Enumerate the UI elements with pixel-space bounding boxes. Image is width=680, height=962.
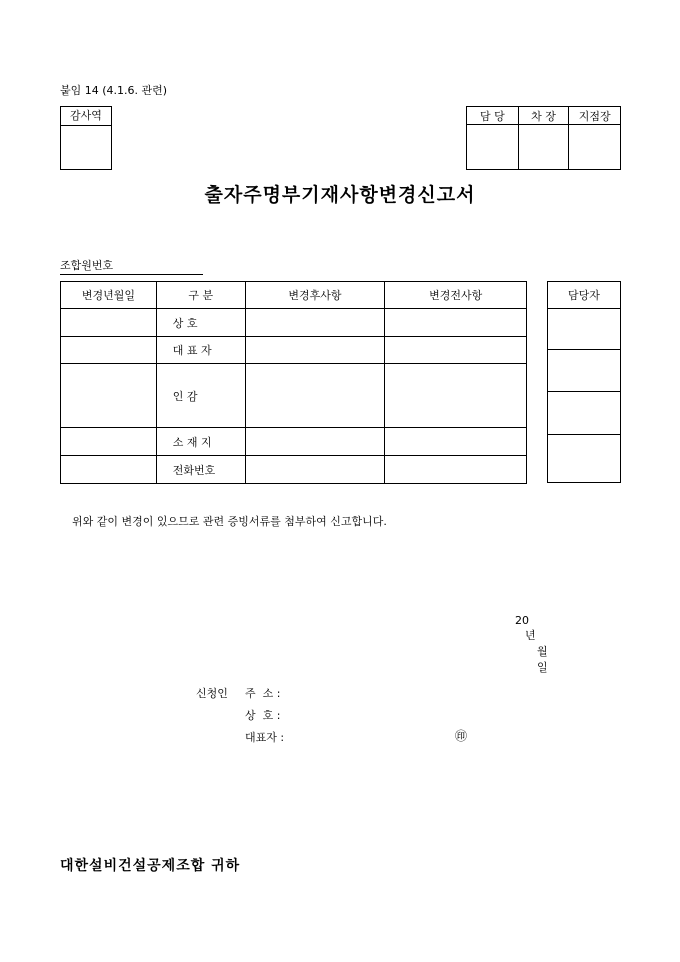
form-reference: 붙임 14 (4.1.6. 관련) [60,84,168,97]
cell-before-location[interactable] [385,428,527,456]
change-table [60,281,527,484]
approval-col-manager: 지점장 [569,107,621,125]
document-title: 출자주명부기재사항변경신고서 [204,184,476,206]
staff-sign-1[interactable] [548,309,621,350]
applicant-representative: 대표자 : [245,731,285,744]
approval-sign-deputy[interactable] [518,125,569,170]
cell-after-representative[interactable] [245,337,385,364]
header-after: 변경후사항 [245,282,385,309]
row-label-seal: 인 감 [156,364,245,428]
date-line [508,601,548,675]
header-before: 변경전사항 [385,282,527,309]
row-label-location: 소 재 지 [156,428,245,456]
date-year-prefix: 20 [515,614,529,627]
cell-date-phone[interactable] [61,456,157,484]
cell-after-seal[interactable] [245,364,385,428]
cell-after-phone[interactable] [245,456,385,484]
approval-sign-manager[interactable] [569,125,621,170]
seal-mark: ㊞ [455,729,468,743]
approval-col-deputy: 차 장 [518,107,569,125]
cell-date-location[interactable] [61,428,157,456]
approval-col-staff: 담 당 [467,107,519,125]
statement-text: 위와 같이 변경이 있으므로 관련 증빙서류를 첨부하여 신고합니다. [72,515,387,528]
inspector-box [60,106,112,170]
applicant-address: 주 소 : [245,687,281,700]
cell-before-phone[interactable] [385,456,527,484]
row-label-representative: 대 표 자 [156,337,245,364]
member-number-label: 조합원번호 [60,259,114,272]
cell-date-seal[interactable] [61,364,157,428]
row-label-company: 상 호 [156,309,245,337]
row-label-phone: 전화번호 [156,456,245,484]
applicant-company: 상 호 : [245,709,281,722]
date-day: 일 [537,661,548,674]
addressee: 대한설비건설공제조합 귀하 [60,858,241,874]
staff-sign-2[interactable] [548,350,621,392]
approval-sign-staff[interactable] [467,125,519,170]
member-number-field[interactable] [60,257,203,275]
cell-before-company[interactable] [385,309,527,337]
cell-date-company[interactable] [61,309,157,337]
inspector-label: 감사역 [61,107,111,126]
cell-date-representative[interactable] [61,337,157,364]
cell-after-location[interactable] [245,428,385,456]
date-year: 년 [525,629,536,642]
staff-sign-3[interactable] [548,392,621,435]
cell-after-company[interactable] [245,309,385,337]
cell-before-representative[interactable] [385,337,527,364]
staff-label: 담당자 [548,282,621,309]
date-month: 월 [537,645,548,658]
staff-sign-4[interactable] [548,435,621,483]
header-category: 구 분 [156,282,245,309]
applicant-label: 신청인 [196,687,228,700]
staff-table [547,281,621,483]
header-change-date: 변경년월일 [61,282,157,309]
cell-before-seal[interactable] [385,364,527,428]
approval-table [466,106,621,170]
